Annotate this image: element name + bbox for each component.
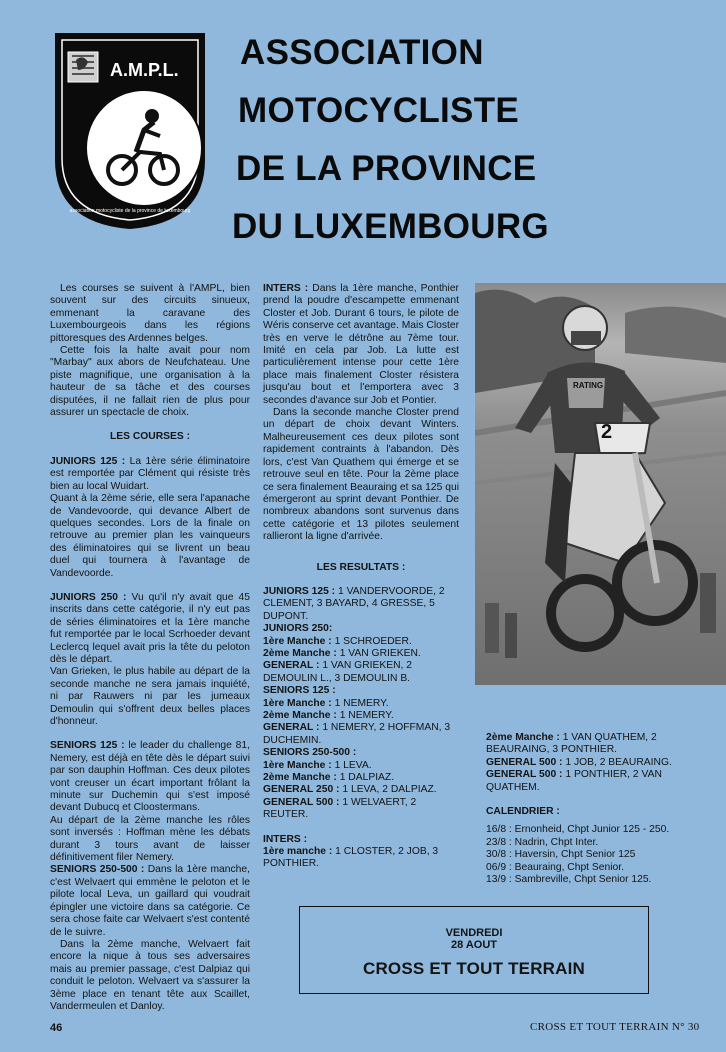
- result-line: GENERAL 500 : 1 WELVAERT, 2 REUTER.: [263, 796, 417, 821]
- result-line: GENERAL 250 : 1 LEVA, 2 DALPIAZ.: [263, 784, 437, 796]
- article-column-2: [263, 283, 459, 871]
- result-line: 2ème Manche : 1 VAN QUATHEM, 2 BEAURAING, 3 PONTHIER.: [486, 732, 657, 756]
- courses-heading: LES COURSES :: [109, 431, 191, 443]
- seniors250-text: Dans la 1ère manche, c'est Welvaert qui emmène le peloton et le pilote local Leva, un gaillard qui voudrait épingler une victoire dans sa catégorie. Ce sera chose faite car Welvaert s'est contenté de le suivre.: [50, 864, 250, 938]
- result-line: GENERAL : 1 NEMERY, 2 HOFFMAN, 3 DUCHEMIN.: [263, 722, 451, 746]
- jersey-text: RATING: [573, 381, 604, 390]
- ad-day: VENDREDI: [445, 927, 503, 939]
- result-line: 1ère Manche : 1 SCHROEDER.: [263, 635, 412, 647]
- calendar-item: 06/9 : Beauraing, Chpt Senior.: [486, 861, 624, 873]
- article-column-1: [50, 283, 250, 1013]
- result-line: JUNIORS 125 : 1 VANDERVOORDE, 2 CLEMENT, 3 BAYARD, 4 GRESSE, 5 DUPONT.: [263, 585, 445, 622]
- motocross-photo: [475, 283, 726, 685]
- inters-paragraph-2: Dans la seconde manche Closter prend un départ de choix devant Winters. Malheureusement ces deux pilotes sont rapidement contraints à l'abandon. Dès lors, c'est Van Quathem qui émerge et se retrouve seul en tête. Pour la 2ème place ce sera finalement Beauraing et sa 125 qui émergeront au sprint devant Ponthier. De nombreux abandons sont survenus dans cette catégorie et 13 pilotes seulement rallieront la ligne d'arrivée.: [263, 407, 459, 543]
- result-line: SENIORS 125 :: [263, 685, 336, 697]
- inters-lead: INTERS :: [263, 283, 309, 294]
- title-line-2: MOTOCYCLISTE: [238, 91, 520, 130]
- result-line: 1ère manche : 1 CLOSTER, 2 JOB, 3 PONTHIER.: [263, 846, 439, 870]
- result-line: SENIORS 250-500 :: [263, 747, 357, 759]
- result-line: 2ème Manche : 1 VAN GRIEKEN.: [263, 647, 421, 659]
- juniors125-paragraph: [50, 456, 250, 493]
- results-heading: LES RESULTATS :: [316, 561, 406, 573]
- calendar-item: 13/9 : Sambreville, Chpt Senior 125.: [486, 874, 652, 886]
- result-line: 2ème Manche : 1 DALPIAZ.: [263, 772, 395, 784]
- juniors125-lead: JUNIORS 125 :: [50, 455, 126, 467]
- page-number: 46: [50, 1022, 63, 1034]
- footer-magazine-title: CROSS ET TOUT TERRAIN N° 30: [530, 1021, 700, 1033]
- juniors125-text: La 1ère série éliminatoire est remportée par Clément qui résiste très bien au local Wuidart.: [50, 455, 250, 492]
- juniors250-text: Vu qu'il n'y avait que 45 inscrits dans cette catégorie, il n'y eut pas de séries éliminatoires et la 1ère manche fut remportée par le local Scrhoeder devant Leclercq lequel avait pris la tête du peloton dès le départ.: [50, 591, 250, 665]
- logo-ring-text: association motocycliste de la province de luxembourg: [69, 208, 191, 214]
- motocross-photo-icon: [475, 283, 726, 685]
- calendar-item: 23/8 : Nadrin, Chpt Inter.: [486, 836, 599, 848]
- result-line: GENERAL 500 : 1 PONTHIER, 2 VAN QUATHEM.: [486, 769, 662, 793]
- juniors125-paragraph-2: Quant à la 2ème série, elle sera l'apanache de Vandevoorde, qui devance Albert de quelques secondes. Lors de la finale on retrouve au premier plan les vainqueurs des éliminatoires qui se livrent un beau duel qui tournera à l'avantage de Vandevoorde.: [50, 493, 250, 579]
- seniors250-lead: SENIORS 250-500 :: [50, 864, 145, 876]
- article-title: [232, 24, 702, 256]
- title-line-4: DU LUXEMBOURG: [232, 207, 549, 246]
- intro-paragraph: Les courses se suivent à l'AMPL, bien souvent sur des circuits sinueux, emmenant la caravane des Luxembourgeois dans les régions pittoresques des Ardennes belges.: [50, 283, 250, 344]
- title-line-3: DE LA PROVINCE: [236, 149, 537, 188]
- number-plate: 2: [601, 421, 613, 443]
- juniors250-lead: JUNIORS 250 :: [50, 591, 127, 603]
- result-line: JUNIORS 250:: [263, 623, 333, 635]
- calendar-heading: CALENDRIER :: [486, 806, 560, 818]
- event-announcement-box: [299, 906, 649, 994]
- title-line-1: ASSOCIATION: [240, 33, 484, 72]
- result-line: GENERAL : 1 VAN GRIEKEN, 2 DEMOULIN L., 3 DEMOULIN B.: [263, 660, 412, 684]
- juniors250-paragraph-2: Van Grieken, le plus habile au départ de la seconde manche ne sera jamais inquiété, ni par Rauwers ni par les jumeaux Demoulin qui s'offrent deux belles places d'honneur.: [50, 666, 250, 727]
- inters-text: Dans la 1ère manche, Ponthier prend la poudre d'escampette emmenant Closter et Job. Durant 6 tours, le pilote de Wéris conserve cet avantage. Mais Closter très en verve le détrône au 7ème tour. Imité en cela par Job. La lutte est particulièrement intense pour cette 1ère place mais finalement Closter résistera jusqu'au bout et l'emportera avec 3 secondes d'avance sur Job et Pontier.: [263, 283, 459, 406]
- article-column-3: [486, 732, 686, 886]
- juniors250-paragraph: [50, 592, 250, 666]
- seniors125-lead: SENIORS 125 :: [50, 740, 125, 752]
- inters-paragraph: [263, 283, 459, 407]
- calendar-item: 30/8 : Haversin, Chpt Senior 125: [486, 849, 636, 861]
- result-line: 1ère Manche : 1 NEMERY.: [263, 697, 389, 709]
- result-line: 2ème Manche : 1 NEMERY.: [263, 710, 394, 721]
- seniors125-paragraph: [50, 740, 250, 814]
- ampl-logo: [50, 30, 210, 230]
- ad-date: 28 AOUT: [450, 939, 498, 951]
- result-line: GENERAL 500 : 1 JOB, 2 BEAURAING.: [486, 756, 672, 768]
- seniors125-paragraph-2: Au départ de la 2ème manche les rôles sont inversés : Hoffman mène les débats durant 3 tours avant de laisser définitivement filer Nemery.: [50, 814, 250, 864]
- seniors250-paragraph: [50, 864, 250, 938]
- result-line: 1ère Manche : 1 LEVA.: [263, 759, 372, 771]
- calendar-item: 16/8 : Ernonheid, Chpt Junior 125 - 250.: [486, 824, 670, 836]
- seniors125-text: le leader du challenge 81, Nemery, est déjà en tête dès le départ suivi par son dauphin Hoffman. Ces deux pilotes vont creuser un écart important frôlant la minute sur Duchemin qui s'est imposé devant Dubucq et Cloostermans.: [50, 740, 250, 814]
- inters-results-heading: INTERS :: [263, 833, 308, 845]
- logo-abbr: A.M.P.L.: [110, 60, 179, 80]
- intro-paragraph-2: Cette fois la halte avait pour nom "Marbay" aux abors de Neufchateau. Une piste magnifique, une organisation à la hauteur de sa tâche et des courses disputées, il ne fallait rien de plus pour assurer un spectacle de choix.: [50, 345, 250, 419]
- ad-magazine-name: CROSS ET TOUT TERRAIN: [362, 959, 586, 978]
- seniors250-paragraph-2: Dans la 2ème manche, Welvaert fait encore la nique à tous ses adversaires mais au premier passage, c'est Dalpiaz qui conduit le peloton. Welvaert va s'assurer la 3ème place en tenant tête aux Scaillet, Vandermeulen et Danloy.: [50, 938, 250, 1012]
- results-list: [263, 586, 459, 871]
